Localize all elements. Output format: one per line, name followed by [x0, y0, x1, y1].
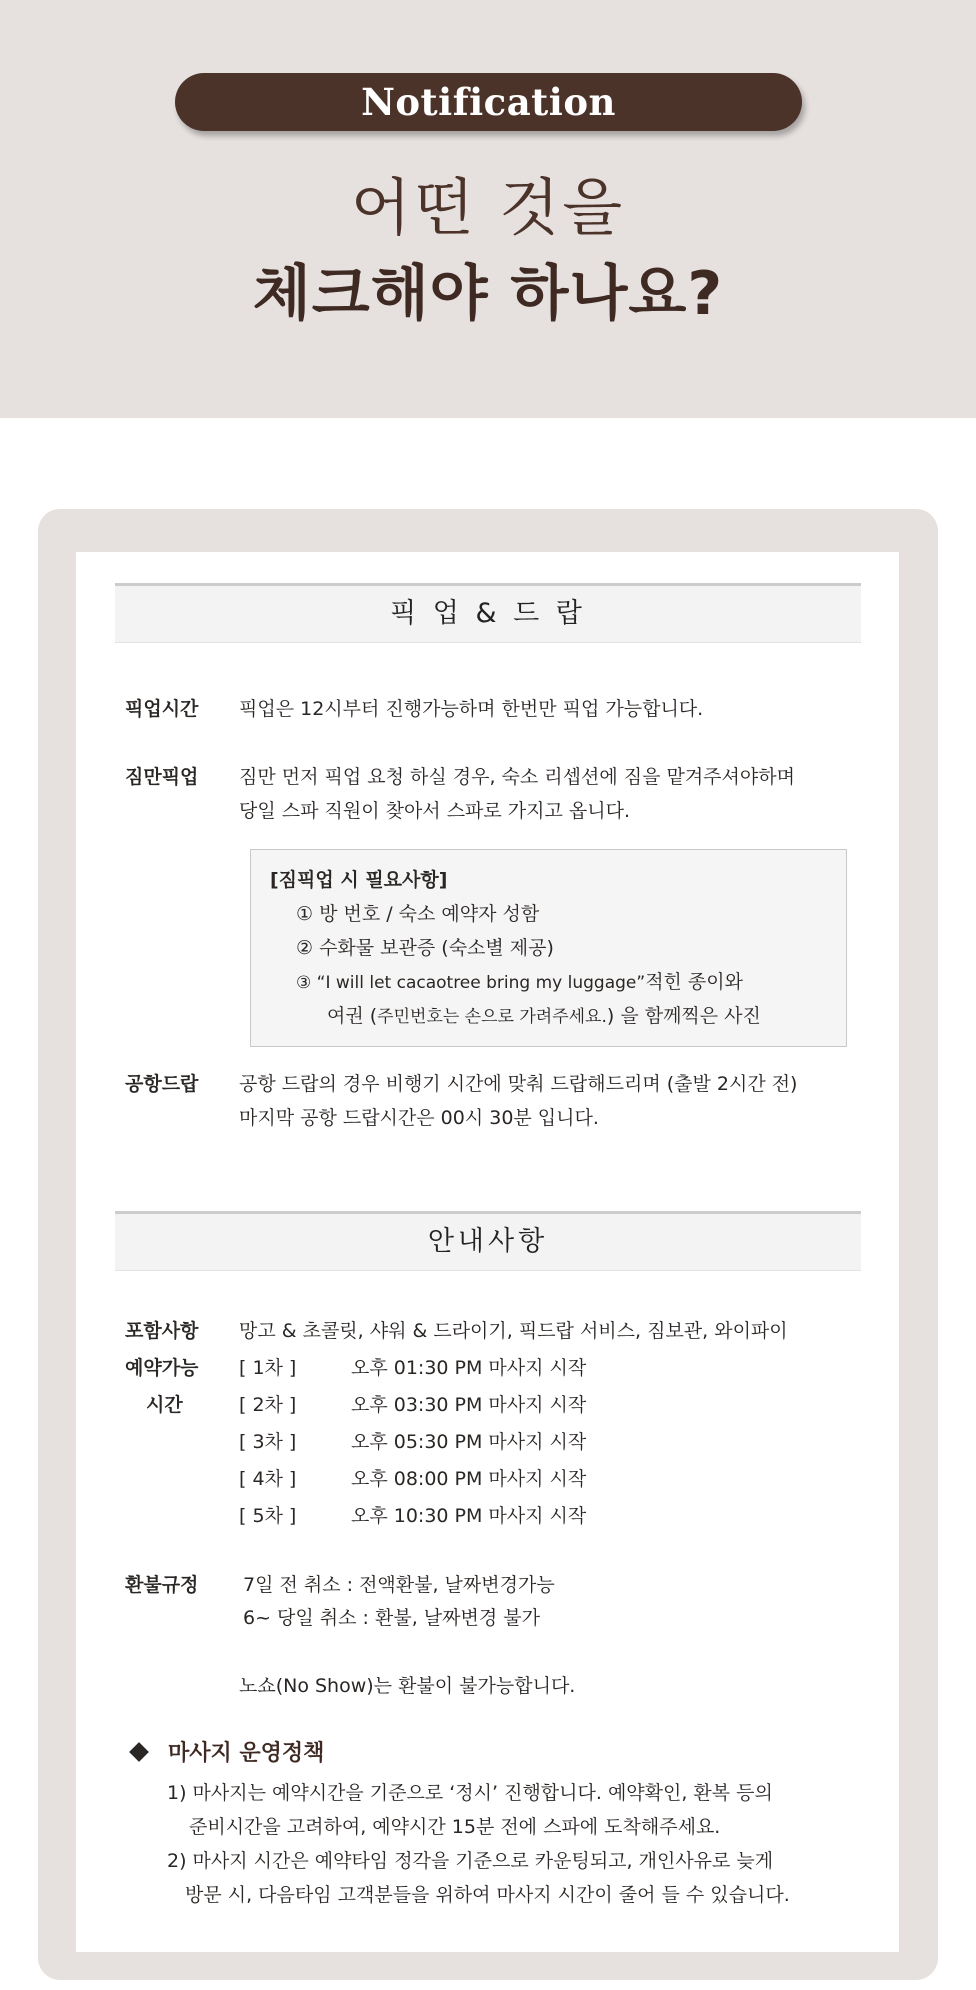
heading-line-1: 어떤 것을 [350, 171, 626, 244]
policy-line-4: 방문 시, 다음타임 고객분들을 위하여 마사지 시간이 줄어 들 수 있습니다. [185, 1884, 790, 1906]
requirement-item-4-note: 주민번호는 손으로 가려주세요. [377, 1007, 607, 1027]
policy-title: 마사지 운영정책 [168, 1741, 325, 1766]
header-banner [0, 0, 976, 418]
included-text: 망고 & 초콜릿, 샤워 & 드라이기, 픽드랍 서비스, 짐보관, 와이파이 [239, 1320, 788, 1342]
pickup-time-text: 픽업은 12시부터 진행가능하며 한번만 픽업 가능합니다. [239, 698, 704, 720]
requirements-title: [짐픽업 시 필요사항] [270, 869, 448, 891]
included-label: 포함사항 [125, 1320, 199, 1342]
requirement-item-2: ② 수화물 보관증 (숙소별 제공) [296, 937, 554, 959]
policy-line-3: 2) 마사지 시간은 예약타임 정각을 기준으로 카운팅되고, 개인사유로 늦게 [167, 1850, 774, 1872]
requirement-item-4 [327, 1001, 761, 1028]
pickup-time-label: 픽업시간 [125, 698, 199, 720]
slot-round: [ 4차 ] [239, 1468, 297, 1490]
airport-drop-text-1: 공항 드랍의 경우 비행기 시간에 맞춰 드랍해드리며 (출발 2시간 전) [239, 1073, 798, 1095]
policy-line-2: 준비시간을 고려하여, 예약시간 15분 전에 스파에 도착해주세요. [189, 1816, 721, 1838]
slot-round: [ 3차 ] [239, 1431, 297, 1453]
requirement-item-3 [296, 967, 743, 994]
slot-time: 오후 03:30 PM 마사지 시작 [351, 1394, 587, 1416]
airport-drop-text-2: 마지막 공항 드랍시간은 00시 30분 입니다. [239, 1107, 599, 1129]
requirement-item-4-a: 여권 ( [327, 1005, 378, 1027]
slot-time: 오후 05:30 PM 마사지 시작 [351, 1431, 587, 1453]
requirement-item-4-b: ) 을 함께찍은 사진 [606, 1005, 761, 1027]
luggage-pickup-text-1: 짐만 먼저 픽업 요청 하실 경우, 숙소 리셉션에 짐을 맡겨주셔야하며 [239, 766, 795, 788]
refund-text-2: 6~ 당일 취소 : 환불, 날짜변경 불가 [243, 1607, 540, 1629]
requirement-item-1: ① 방 번호 / 숙소 예약자 성함 [296, 903, 540, 925]
reservation-label-2: 시간 [146, 1394, 183, 1416]
noshow-text: 노쇼(No Show)는 환불이 불가능합니다. [239, 1675, 576, 1697]
airport-drop-label: 공항드랍 [125, 1073, 199, 1095]
policy-line-1: 1) 마사지는 예약시간을 기준으로 ‘정시’ 진행합니다. 예약확인, 환복 등의 [167, 1782, 773, 1804]
section-header-guide: 안내사항 [115, 1211, 861, 1271]
slot-round: [ 2차 ] [239, 1394, 297, 1416]
heading-line-2: 체크해야 하나요? [252, 259, 724, 329]
refund-label: 환불규정 [125, 1574, 199, 1596]
refund-text-1: 7일 전 취소 : 전액환불, 날짜변경가능 [243, 1574, 555, 1596]
reservation-label-1: 예약가능 [125, 1357, 199, 1379]
slot-round: [ 5차 ] [239, 1505, 297, 1527]
section-header-pickup: 픽 업 & 드 랍 [115, 583, 861, 643]
requirement-item-3-suffix: 적힌 종이와 [645, 971, 743, 993]
luggage-pickup-text-2: 당일 스파 직원이 찾아서 스파로 가지고 옵니다. [239, 800, 631, 822]
slot-round: [ 1차 ] [239, 1357, 297, 1379]
slot-time: 오후 10:30 PM 마사지 시작 [351, 1505, 587, 1527]
luggage-pickup-label: 짐만픽업 [125, 766, 199, 788]
requirement-item-3-quote: ③ “I will let cacaotree bring my luggage” [296, 973, 646, 993]
slot-time: 오후 01:30 PM 마사지 시작 [351, 1357, 587, 1379]
slot-time: 오후 08:00 PM 마사지 시작 [351, 1468, 587, 1490]
notification-badge: Notification [175, 73, 802, 131]
